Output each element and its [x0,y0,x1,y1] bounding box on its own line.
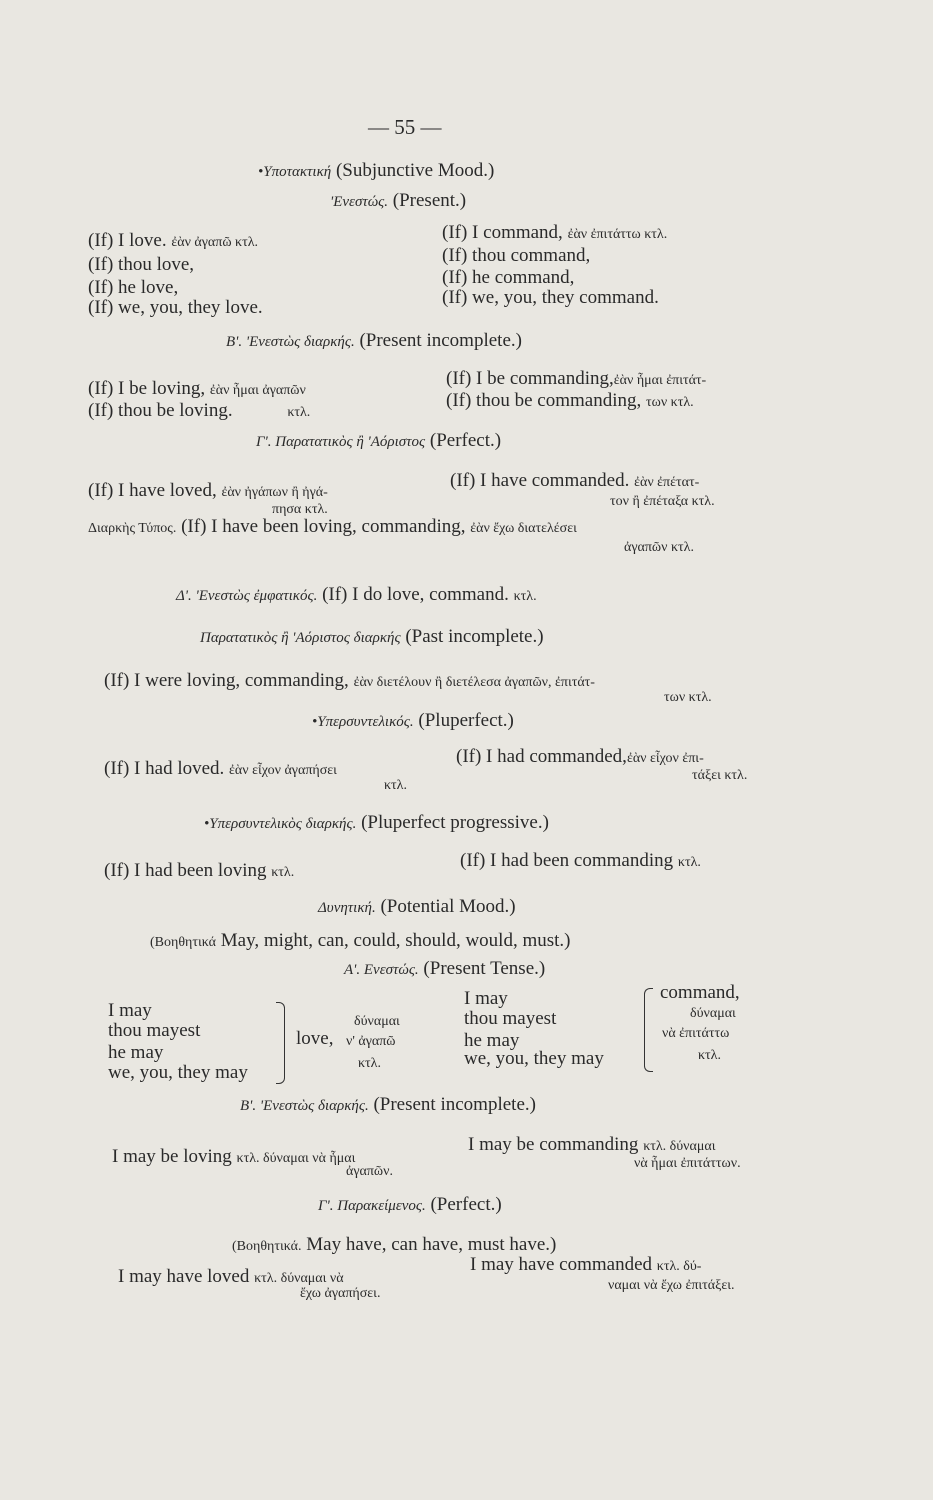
section-heading [240,1094,536,1117]
modal-line: he may [464,1030,520,1051]
conj-continuation: των κτλ. [664,690,712,705]
conj-line: (If) he command, [442,267,575,288]
conj-en: (If) thou be loving. [88,400,233,421]
conj-gr: ἐὰν ἦμαι ἐπιτάτ- [613,373,707,388]
section-heading [258,160,494,183]
conj-en: (If) thou be commanding, [446,390,642,411]
heading-english: (Present incomplete.) [359,330,522,351]
conj-continuation: ἀγαπῶν. [346,1164,393,1179]
conj-line [456,746,704,768]
heading-english: (Past incomplete.) [405,626,544,647]
conj-gr: κτλ. δύναμαι νὰ ἦμαι [236,1151,356,1166]
conj-line [468,1134,715,1156]
conj-line [88,516,577,538]
conj-en: (If) I had commanded, [456,746,627,767]
conj-line: (If) he love, [88,277,179,298]
conj-en: (If) I have loved, [88,480,217,501]
section-heading [200,626,544,649]
conj-line [446,390,694,412]
conj-continuation: τάξει κτλ. [692,768,748,783]
modal-line: I may [464,988,508,1009]
modal-line: I may [108,1000,152,1021]
section-heading [318,896,516,919]
conj-gr: κτλ. δύναμαι νὰ [254,1271,344,1286]
heading-english: (Subjunctive Mood.) [335,160,495,181]
greek-gloss: ν' ἀγαπῶ [346,1034,396,1049]
conj-gr: κτλ. [271,865,295,880]
greek-gloss: δύναμαι [354,1014,400,1029]
conj-continuation: πησα κτλ. [272,502,328,517]
section-line [176,584,537,607]
conj-gr: κτλ. [513,589,537,604]
section-heading [256,430,501,453]
conj-en: I may have loved [118,1266,250,1287]
heading-greek: Β'. 'Ενεστὼς διαρκής. [226,334,355,350]
heading-greek: Β'. 'Ενεστὼς διαρκής. [240,1098,369,1114]
heading-english: (Pluperfect progressive.) [361,812,549,833]
conj-gr: ἐὰν εἶχον ἐπι- [626,751,704,766]
page-number: — 55 — [368,115,442,139]
aux-english: May, might, can, could, should, would, must.) [220,930,571,951]
heading-greek: Γ'. Παρατατικὸς ἢ 'Αόριστος [256,434,426,450]
conj-en: (If) I be commanding, [446,368,614,389]
section-heading [318,1194,502,1217]
conj-line [118,1266,344,1288]
subheading [330,190,466,213]
section-heading [204,812,549,835]
verb-label: love, [296,1028,334,1049]
conj-en: (If) I be loving, [88,378,206,399]
conj-gr: ἐὰν διετέλουν ἢ διετέλεσα ἀγαπῶν, ἐπιτάτ- [353,675,595,690]
conj-line [104,860,294,882]
conj-line [446,368,706,390]
subheading-greek: Α'. Ενεστώς. [344,962,419,978]
heading-english: (Pluperfect.) [418,710,514,731]
conj-line: (If) thou love, [88,254,195,275]
section-heading [312,710,514,733]
conj-line [460,850,701,872]
subheading-greek: 'Ενεστώς. [330,194,389,210]
conj-continuation: νὰ ἦμαι ἐπιτάττων. [634,1156,741,1171]
conj-en: (If) I had been commanding [460,850,674,871]
brace [276,1002,285,1084]
auxiliaries-line [232,1234,556,1256]
conj-en: I may be loving [112,1146,232,1167]
heading-greek: Γ'. Παρακείμενος. [318,1198,426,1214]
subheading-english: (Present Tense.) [423,958,546,979]
modal-line: we, you, they may [464,1048,604,1069]
conj-continuation: κτλ. [384,778,407,793]
conj-line [112,1146,355,1168]
conj-en: (If) I love. [88,230,167,251]
conj-en: (If) I command, [442,222,563,243]
conj-gr: ἐὰν ἐπέτατ- [634,475,700,490]
form-label: Διαρκὴς Τύπος. [88,521,177,536]
conj-gr: κτλ. [677,855,701,870]
conj-line [470,1254,701,1276]
subheading-english: (Present.) [392,190,467,211]
heading-english: (Perfect.) [430,1194,502,1215]
conj-gr: κτλ. [287,405,311,420]
conj-line [104,670,595,692]
conj-continuation: τον ἢ ἐπέταξα κτλ. [610,494,715,509]
conj-en: (If) I have been loving, commanding, [181,516,466,537]
heading-greek: •Υπερσυντελικὸς διαρκής. [204,816,357,832]
heading-greek: Παρατατικὸς ἢ 'Αόριστος διαρκής [200,630,401,646]
conj-line: (If) thou command, [442,245,591,266]
conj-en: (If) I do love, command. [322,584,509,605]
conj-line [88,400,310,422]
conj-line [88,230,258,252]
aux-english: May have, can have, must have.) [306,1234,557,1255]
conj-gr: ἐὰν ἐπιτάττω κτλ. [567,227,668,242]
heading-english: (Present incomplete.) [373,1094,536,1115]
conj-continuation: ἀγαπῶν κτλ. [624,540,694,555]
verb-label: command, [660,982,740,1003]
conj-gr: των κτλ. [645,395,694,410]
modal-line: thou mayest [464,1008,557,1029]
conj-en: (If) I had been loving [104,860,267,881]
aux-greek: (Βοηθητικά. [232,1239,302,1254]
heading-english: (Perfect.) [429,430,502,451]
heading-greek: Δ'. 'Ενεστὼς ἐμφατικός. [176,588,318,604]
conj-continuation: ἔχω ἀγαπήσει. [300,1286,381,1301]
conj-continuation: ναμαι νὰ ἔχω ἐπιτάξει. [608,1278,735,1293]
greek-gloss: δύναμαι [690,1006,736,1021]
modal-line: thou mayest [108,1020,201,1041]
conj-line [88,480,328,502]
conj-en: (If) I had loved. [104,758,225,779]
conj-line [104,758,337,780]
heading-greek: •Υποτακτική [258,164,332,180]
brace [644,988,653,1072]
conj-en: I may be commanding [468,1134,639,1155]
greek-gloss: κτλ. [358,1056,381,1071]
conj-line [88,378,306,400]
conj-en: (If) I were loving, commanding, [104,670,349,691]
conj-line [442,222,667,244]
conj-line [450,470,699,492]
conj-gr: ἐὰν ἠγάπων ἢ ἠγά- [221,485,328,500]
conj-en: I may have commanded [470,1254,653,1275]
conj-gr: ἐὰν ἔχω διατελέσει [470,521,577,536]
conj-line: (If) we, you, they command. [442,287,659,308]
subheading [344,958,545,981]
heading-greek: Δυνητική. [318,900,376,916]
conj-gr: ἐὰν εἶχον ἀγαπήσει [229,763,337,778]
conj-gr: ἐὰν ἦμαι ἀγαπῶν [209,383,306,398]
auxiliaries-line [150,930,570,952]
conj-gr: κτλ. δύναμαι [643,1139,716,1154]
greek-gloss: νὰ ἐπιτάττω [662,1026,730,1041]
conj-en: (If) I have commanded. [450,470,630,491]
greek-gloss: κτλ. [698,1048,721,1063]
section-heading [226,330,522,353]
conj-line: (If) we, you, they love. [88,297,263,318]
modal-line: he may [108,1042,164,1063]
heading-greek: •Υπερσυντελικός. [312,714,414,730]
aux-greek: (Βοηθητικά [150,935,217,950]
heading-english: (Potential Mood.) [380,896,516,917]
conj-gr: κτλ. δύ- [656,1259,702,1274]
conj-gr: ἐὰν ἀγαπῶ κτλ. [171,235,259,250]
modal-line: we, you, they may [108,1062,248,1083]
